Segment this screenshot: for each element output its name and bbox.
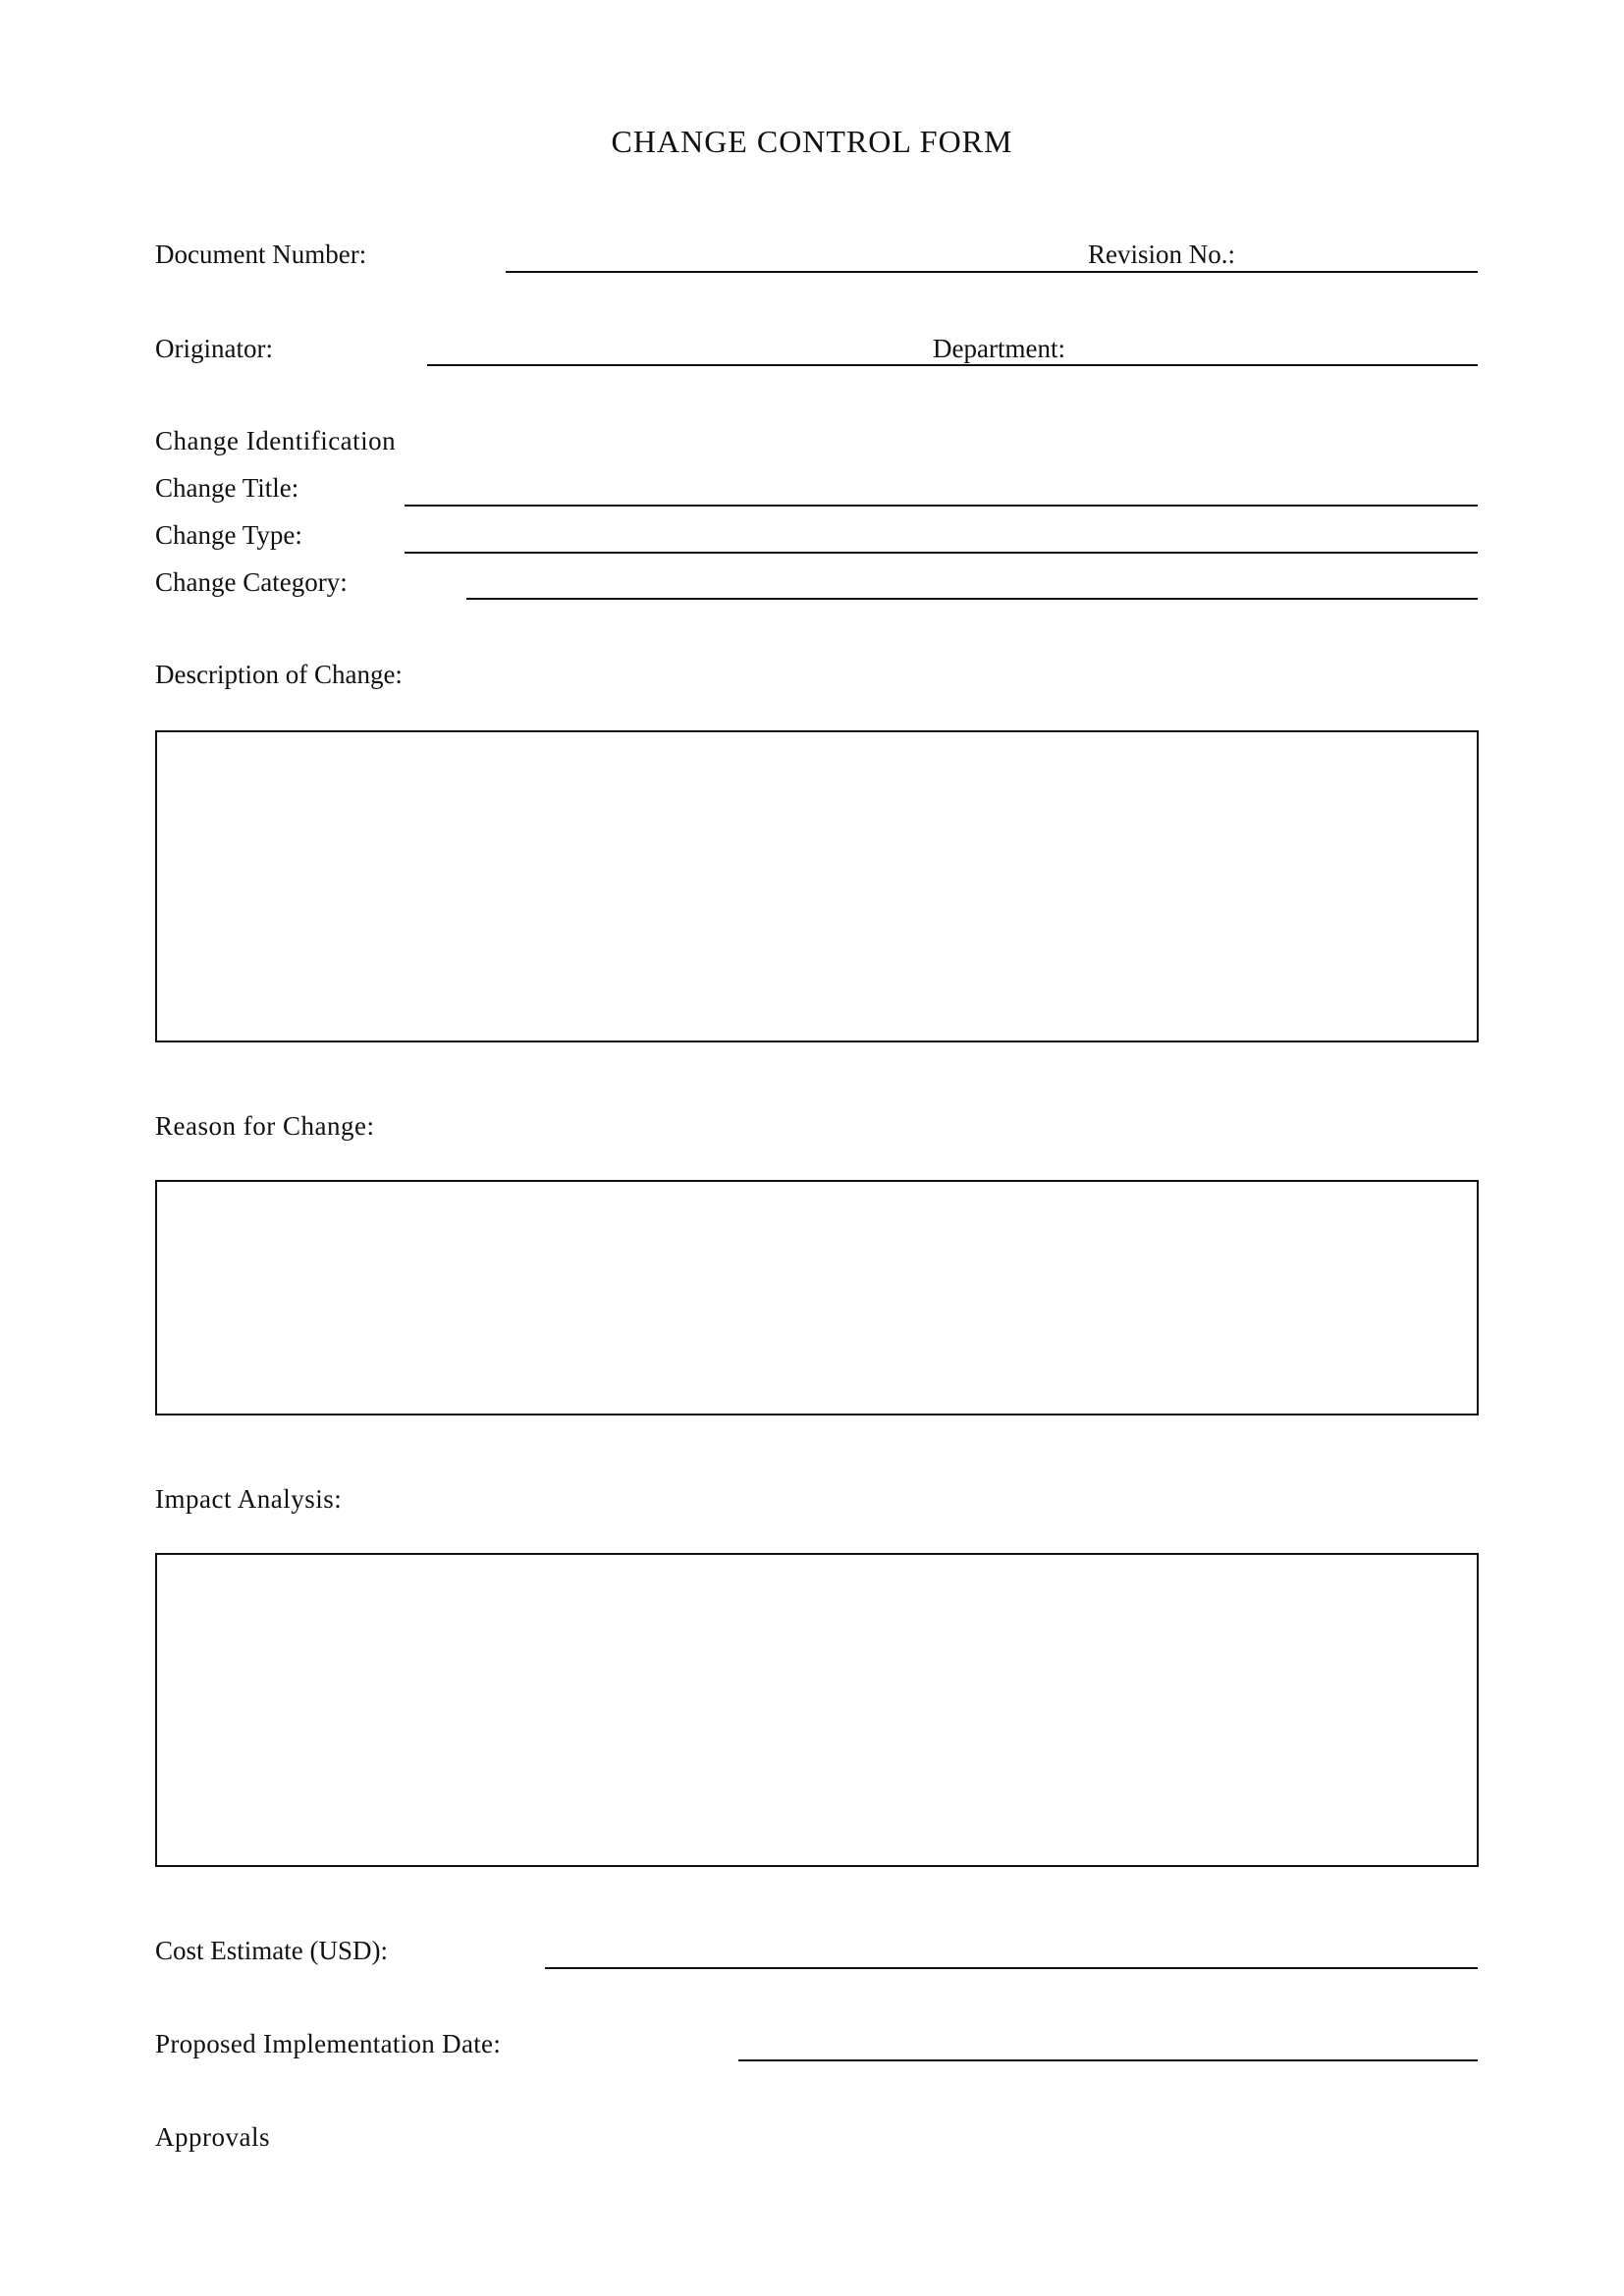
description-label: Description of Change: — [155, 660, 403, 689]
change-type-field[interactable] — [405, 518, 1478, 554]
reason-label: Reason for Change: — [155, 1111, 375, 1141]
revision-no-label: Revision No.: — [1088, 240, 1236, 269]
form-title: CHANGE CONTROL FORM — [611, 124, 1013, 159]
cost-estimate-label: Cost Estimate (USD): — [155, 1936, 388, 1965]
change-category-field[interactable] — [466, 564, 1478, 600]
description-textarea[interactable] — [155, 730, 1479, 1042]
change-title-label: Change Title: — [155, 473, 299, 503]
revision-no-field[interactable] — [1085, 238, 1478, 273]
document-number-field[interactable] — [506, 238, 1085, 273]
department-field[interactable] — [933, 331, 1478, 366]
reason-textarea[interactable] — [155, 1180, 1479, 1415]
originator-label: Originator: — [155, 334, 273, 363]
impact-label: Impact Analysis: — [155, 1484, 343, 1514]
implementation-date-field[interactable] — [738, 2026, 1478, 2061]
document-number-label: Document Number: — [155, 240, 367, 269]
approvals-heading: Approvals — [155, 2122, 270, 2152]
originator-field[interactable] — [427, 331, 933, 366]
change-type-label: Change Type: — [155, 520, 302, 550]
change-title-field[interactable] — [405, 471, 1478, 507]
change-identification-heading: Change Identification — [155, 426, 397, 455]
change-category-label: Change Category: — [155, 567, 348, 597]
impact-textarea[interactable] — [155, 1553, 1479, 1867]
implementation-date-label: Proposed Implementation Date: — [155, 2029, 502, 2058]
cost-estimate-field[interactable] — [545, 1934, 1478, 1969]
department-label: Department: — [933, 334, 1065, 363]
